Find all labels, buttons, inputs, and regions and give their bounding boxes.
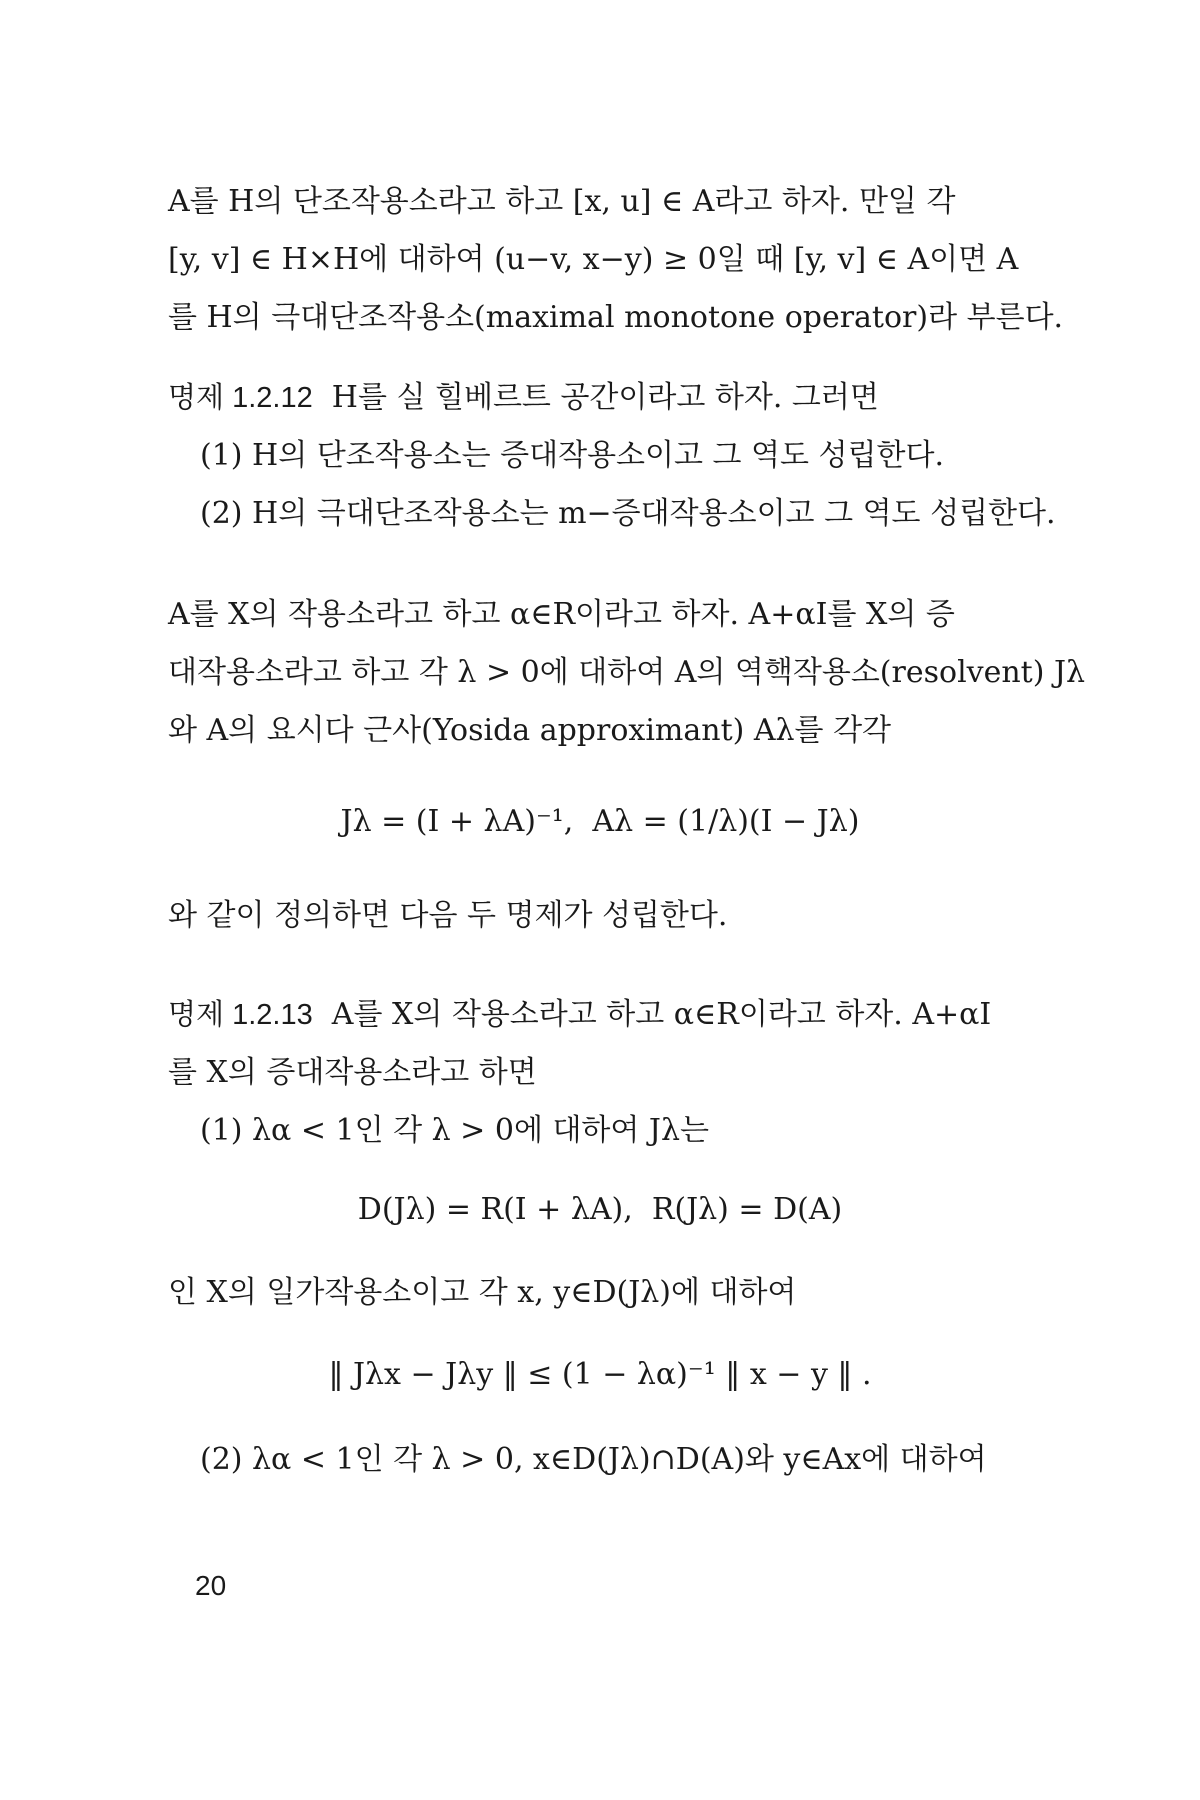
paragraph1-line3: 를 H의 극대단조작용소(maximal monotone operator)라 부른다. xyxy=(168,300,1064,335)
proposition-text: H를 실 힐베르트 공간이라고 하자. 그러면 xyxy=(331,380,879,415)
proposition-text-2: 를 X의 증대작용소라고 하면 xyxy=(168,1055,537,1090)
proposition-1-2-13 xyxy=(168,995,1068,1035)
paragraph3: 와 같이 정의하면 다음 두 명제가 성립한다. xyxy=(168,898,728,933)
proposition-1-2-12 xyxy=(168,378,1068,418)
proposition-item-1: (1) λα < 1인 각 λ > 0에 대하여 Jλ는 xyxy=(200,1113,709,1148)
proposition-label: 명제 1.2.12 xyxy=(168,382,313,414)
equation-resolvent: Jλ = (I + λA)⁻¹, Aλ = (1/λ)(I − Jλ) xyxy=(340,804,860,839)
proposition-label: 명제 1.2.13 xyxy=(168,999,313,1031)
paragraph1-line2: [y, v] ∈ H×H에 대하여 (u−v, x−y) ≥ 0일 때 [y, v] ∈ A이면 A xyxy=(168,242,1019,277)
proposition-text: A를 X의 작용소라고 하고 α∈R이라고 하자. A+αI xyxy=(331,997,992,1032)
paragraph2-line1: A를 X의 작용소라고 하고 α∈R이라고 하자. A+αI를 X의 증 xyxy=(168,597,955,632)
paragraph2-line3: 와 A의 요시다 근사(Yosida approximant) Aλ를 각각 xyxy=(168,713,892,748)
paragraph1-line1: A를 H의 단조작용소라고 하고 [x, u] ∈ A라고 하자. 만일 각 xyxy=(168,184,956,219)
proposition-item-2: (2) λα < 1인 각 λ > 0, x∈D(Jλ)∩D(A)와 y∈Ax에 대하여 xyxy=(200,1442,987,1477)
equation-lipschitz: ‖ Jλx − Jλy ‖ ≤ (1 − λα)⁻¹ ‖ x − y ‖ . xyxy=(328,1357,872,1392)
equation-domain-range: D(Jλ) = R(I + λA), R(Jλ) = D(A) xyxy=(357,1192,843,1227)
paragraph2-line2: 대작용소라고 하고 각 λ > 0에 대하여 A의 역핵작용소(resolvent) Jλ xyxy=(168,655,1086,690)
proposition-item-1: (1) H의 단조작용소는 증대작용소이고 그 역도 성립한다. xyxy=(200,438,944,473)
page-number: 20 xyxy=(195,1570,227,1601)
proposition-item-2: (2) H의 극대단조작용소는 m−증대작용소이고 그 역도 성립한다. xyxy=(200,496,1056,531)
paragraph-single-valued: 인 X의 일가작용소이고 각 x, y∈D(Jλ)에 대하여 xyxy=(168,1275,797,1310)
